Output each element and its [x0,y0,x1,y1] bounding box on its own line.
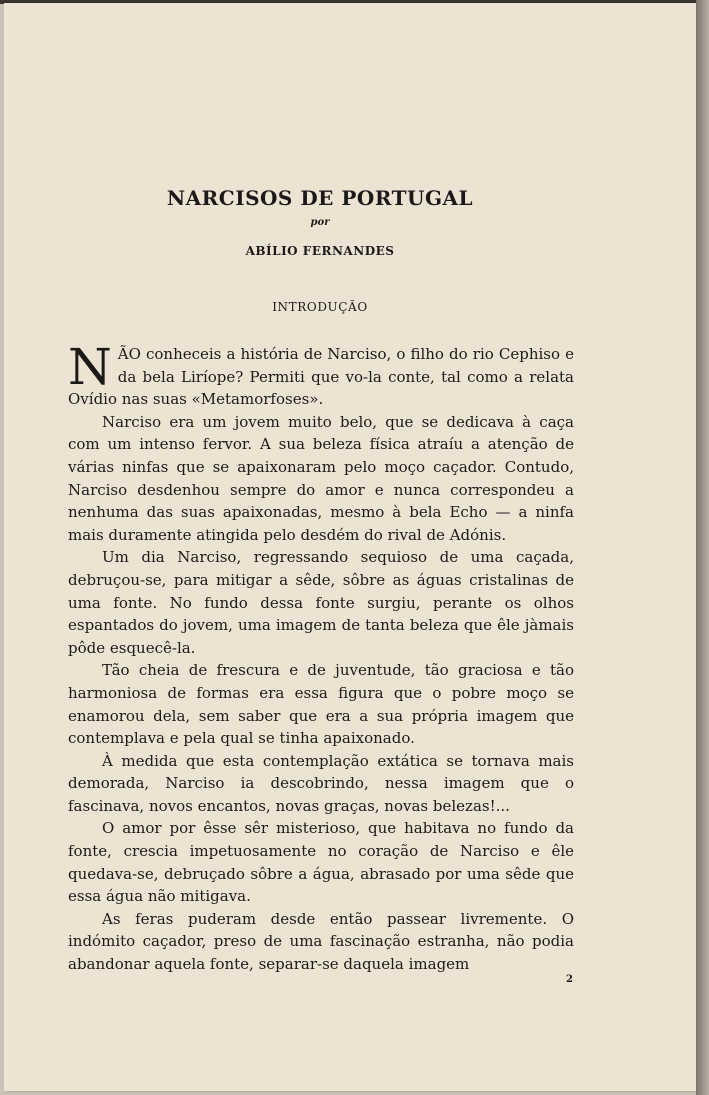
paragraph-7: As feras puderam desde então passear livremente. O indómito caçador, preso de uma fascinação estranha, não podia abandonar aquela fonte, separar-se daquela imagem [68,909,574,974]
paragraph-1-text: ÃO conheceis a história de Narciso, o filho do rio Cephiso e da bela Liríope? Permiti que vo-la conte, tal como a relata Ovídio nas suas «Metamorfoses». [68,345,574,409]
paragraph-3: Um dia Narciso, regressando sequioso de uma caçada, debruçou-se, para mitigar a sêde, sôbre as águas cristalinas de uma fonte. No fundo dessa fonte surgiu, perante os olhos espantados do jovem, uma imagem de tanta beleza que êle jàmais pôde esquecê-la. [68,548,574,657]
page-number: 2 [566,974,573,985]
paragraph-5: À medida que esta contemplação extática se tornava mais demorada, Narciso ia descobrindo, nessa imagem que o fascinava, novos encantos, novas graças, novas belezas!... [68,751,574,815]
article-title: NARCISOS DE PORTUGAL [166,186,474,210]
byline-por: por [310,217,330,228]
paragraph-4: Tão cheia de frescura e de juventude, tão graciosa e tão harmoniosa de formas era essa figura que o pobre moço se enamorou dela, sem saber que era a sua própria imagem que contemplava e pela qual se tinha apaixonado. [68,661,574,748]
paragraph-6: O amor por êsse sêr misterioso, que habitava no fundo da fonte, crescia impetuosamente no coração de Narciso e êle quedava-se, debruçado sôbre a água, abrasado por uma sêde que essa água não mitigava. [68,819,574,906]
section-heading: INTRODUÇÃO [272,300,368,314]
paragraph-2: Narciso era um jovem muito belo, que se dedicava à caça com um intenso fervor. A sua beleza física atraíu a atenção de várias ninfas que se apaixonaram pelo moço caçador. Contudo, Narciso desdenhou sempre do amor e nunca correspondeu a nenhuma das suas apaixonadas, mesmo à bela Echo — a ninfa mais duramente atingida pelo desdém do rival de Adónis. [68,412,574,544]
article-body [68,338,574,976]
author-name: ABÍLIO FERNANDES [245,244,395,258]
paragraph-1 [68,338,574,411]
drop-cap: N [68,338,112,396]
page-edge-shadow [696,0,709,1095]
